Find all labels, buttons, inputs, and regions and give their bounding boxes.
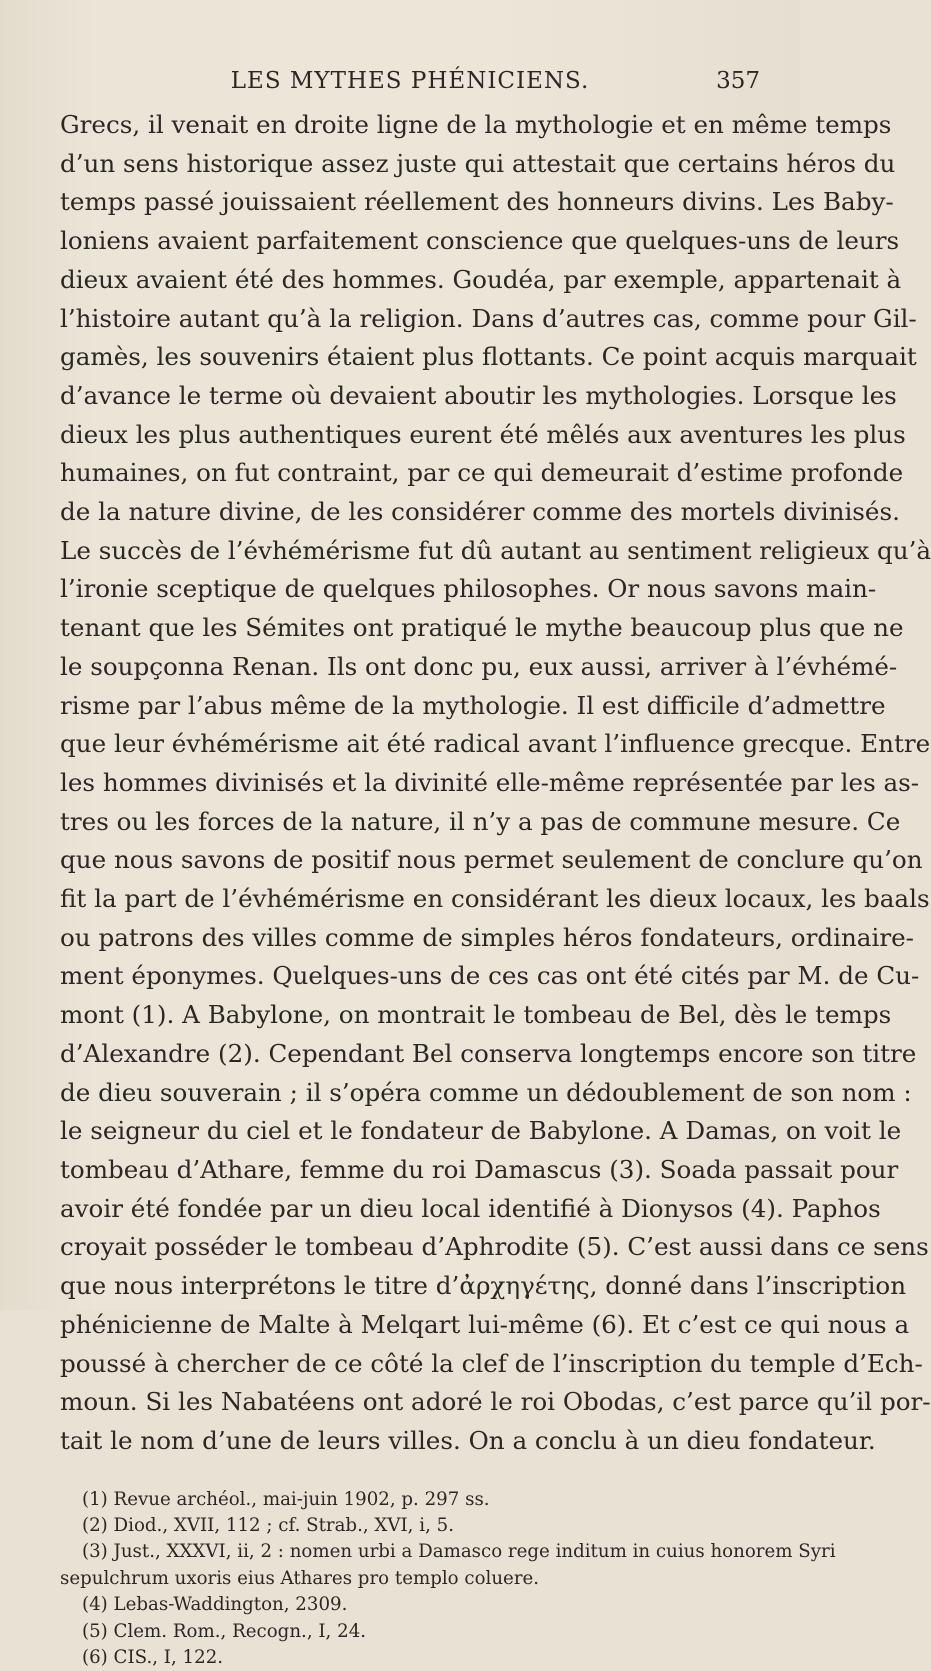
text-line: avoir été fondée par un dieu local identifié à Dionysos (4). Paphos: [60, 1193, 881, 1223]
text-line: risme par l’abus même de la mythologie. Il est difficile d’admettre: [60, 690, 886, 720]
text-line: gamès, les souvenirs étaient plus flottants. Ce point acquis marquait: [60, 342, 917, 372]
text-line: dieux les plus authentiques eurent été mêlés aux aventures les plus: [60, 419, 906, 449]
text-line: d’avance le terme où devaient aboutir les mythologies. Lorsque les: [60, 380, 897, 410]
text-line: tres ou les forces de la nature, il n’y a pas de commune mesure. Ce: [60, 806, 901, 836]
text-line: l’ironie sceptique de quelques philosophes. Or nous savons main-: [60, 574, 877, 604]
footnote: (6) CIS., I, 122.: [82, 1647, 224, 1669]
text-line: ment éponymes. Quelques-uns de ces cas ont été cités par M. de Cu-: [60, 961, 920, 991]
text-line: les hommes divinisés et la divinité elle-même représentée par les as-: [60, 767, 920, 797]
running-header: [60, 0, 760, 106]
text-line: mont (1). A Babylone, on montrait le tombeau de Bel, dès le temps: [60, 1000, 892, 1030]
text-line: le soupçonna Renan. Ils ont donc pu, eux aussi, arriver à l’évhémé-: [60, 651, 898, 681]
body-paragraph: [60, 106, 931, 1461]
text-line: le seigneur du ciel et le fondateur de Babylone. A Damas, on voit le: [60, 1116, 902, 1146]
text-line: d’un sens historique assez juste qui attestait que certains héros du: [60, 148, 896, 178]
text-line: de la nature divine, de les considérer comme des mortels divinisés.: [60, 497, 900, 527]
text-line: tenant que les Sémites ont pratiqué le mythe beaucoup plus que ne: [60, 613, 904, 643]
footnote: (4) Lebas-Waddington, 2309.: [82, 1594, 348, 1616]
text-line: moun. Si les Nabatéens ont adoré le roi Obodas, c’est parce qu’il por-: [60, 1387, 931, 1417]
text-line: d’Alexandre (2). Cependant Bel conserva longtemps encore son titre: [60, 1038, 917, 1068]
text-line: loniens avaient parfaitement conscience que quelques-uns de leurs: [60, 226, 900, 256]
text-line: poussé à chercher de ce côté la clef de l’inscription du temple d’Ech-: [60, 1348, 923, 1378]
text-line: Grecs, il venait en droite ligne de la mythologie et en même temps: [60, 110, 892, 139]
text-line: Le succès de l’évhémérisme fut dû autant au sentiment religieux qu’à: [60, 535, 931, 565]
text-line: fit la part de l’évhémérisme en considérant les dieux locaux, les baals: [60, 884, 930, 914]
text-line: humaines, on fut contraint, par ce qui demeurait d’estime profonde: [60, 458, 904, 488]
text-line: de dieu souverain ; il s’opéra comme un dédoublement de son nom :: [60, 1077, 912, 1107]
text-line: ou patrons des villes comme de simples héros fondateurs, ordinaire-: [60, 922, 914, 952]
text-line: croyait posséder le tombeau d’Aphrodite (5). C’est aussi dans ce sens: [60, 1232, 929, 1262]
text-line: temps passé jouissaient réellement des honneurs divins. Les Baby-: [60, 187, 894, 217]
text-line: l’histoire autant qu’à la religion. Dans d’autres cas, comme pour Gil-: [60, 303, 917, 333]
footnote: (2) Diod., XVII, 112 ; cf. Strab., XVI, i, 5.: [82, 1515, 454, 1537]
footnote-continuation: sepulchrum uxoris eius Athares pro templo coluere.: [60, 1567, 540, 1589]
running-title: LES MYTHES PHÉNICIENS.: [230, 68, 590, 94]
footnote: (5) Clem. Rom., Recogn., I, 24.: [82, 1620, 367, 1642]
footnote: (1) Revue archéol., mai-juin 1902, p. 297 ss.: [82, 1488, 490, 1510]
text-line: que leur évhémérisme ait été radical avant l’influence grecque. Entre: [60, 729, 931, 759]
footnote: (3) Just., XXXVI, ii, 2 : nomen urbi a Damasco rege inditum in cuius honorem Syri: [82, 1541, 836, 1563]
text-line: tombeau d’Athare, femme du roi Damascus (3). Soada passait pour: [60, 1154, 899, 1184]
text-line: que nous interprétons le titre d’ἀρχηγέτης, donné dans l’inscription: [60, 1271, 907, 1301]
text-line: dieux avaient été des hommes. Goudéa, par exemple, appartenait à: [60, 264, 902, 294]
text-line: que nous savons de positif nous permet seulement de conclure qu’on: [60, 845, 923, 875]
page-number: 357: [716, 68, 760, 94]
text-line: tait le nom d’une de leurs villes. On a conclu à un dieu fondateur.: [60, 1425, 876, 1455]
text-line: phénicienne de Malte à Melqart lui-même (6). Et c’est ce qui nous a: [60, 1309, 910, 1339]
footnotes: [60, 1487, 836, 1671]
